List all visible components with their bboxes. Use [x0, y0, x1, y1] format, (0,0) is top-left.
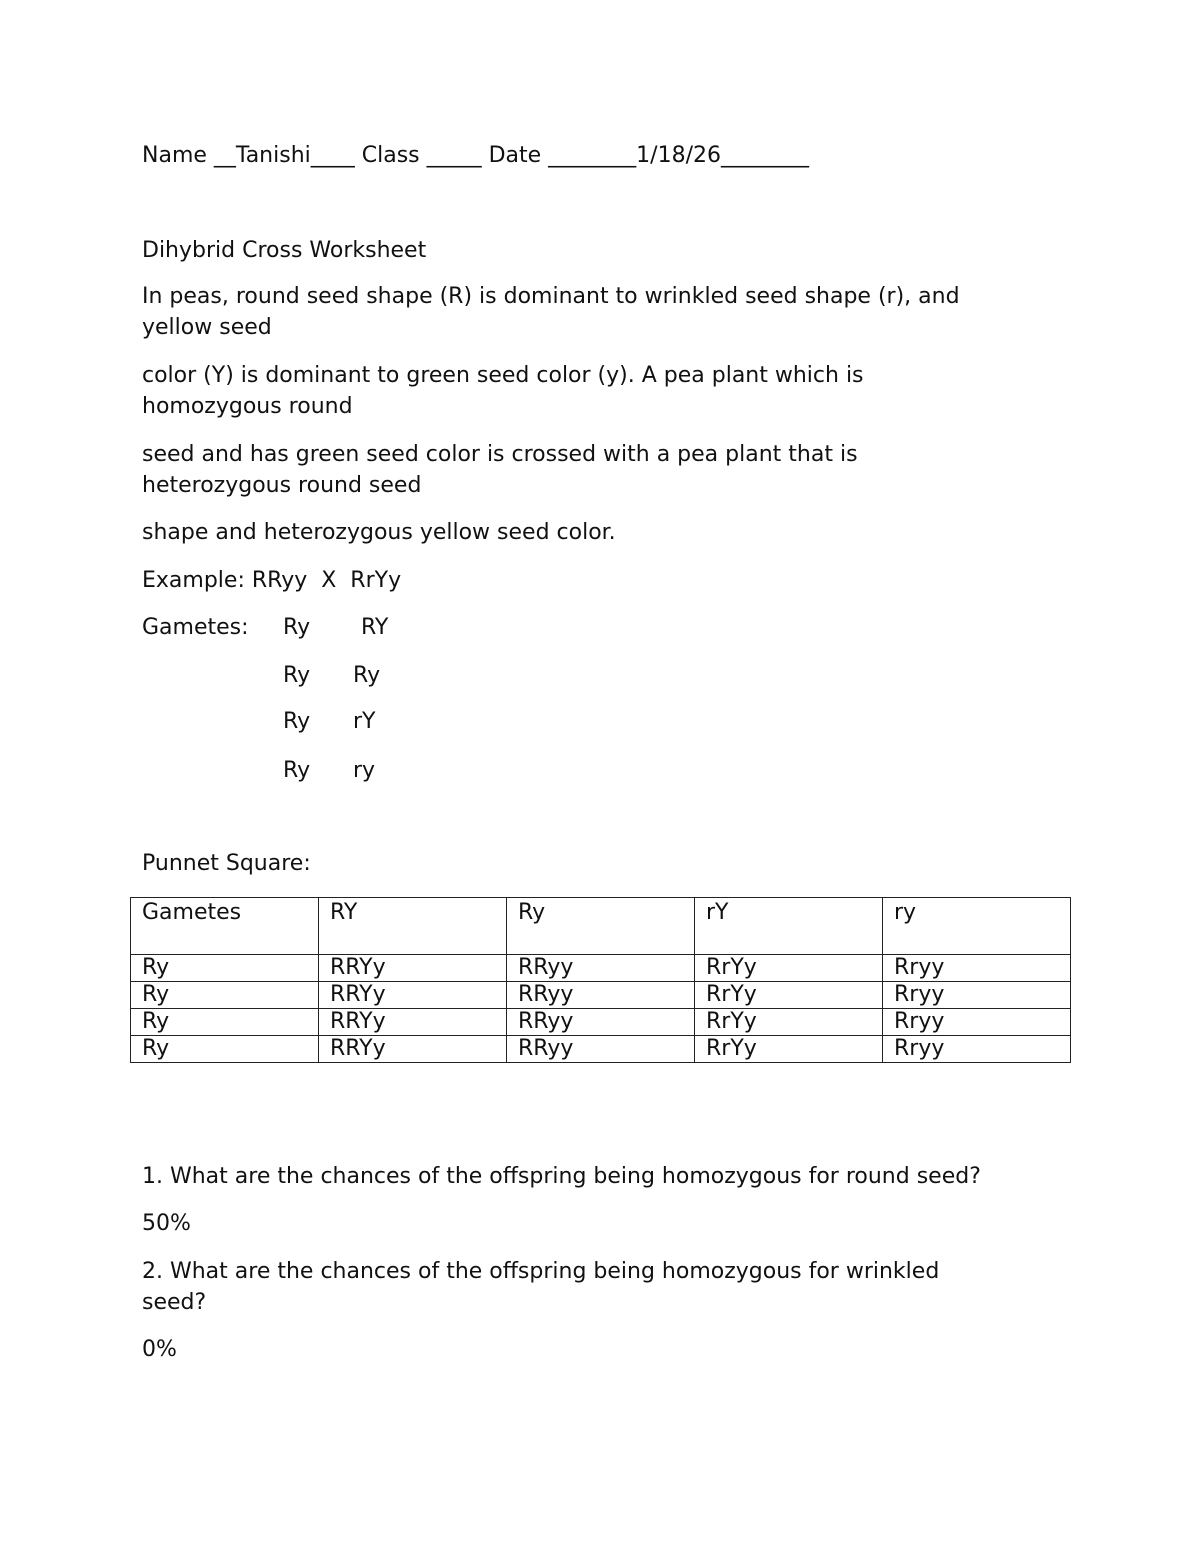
table-cell: RRyy [507, 1036, 695, 1063]
table-cell: Ry [131, 1036, 319, 1063]
gamete-parent1: Ry [283, 709, 311, 734]
example-cross: Example: RRyy X RrYy [142, 568, 402, 593]
table-cell: RRYy [319, 1009, 507, 1036]
table-cell: RrYy [695, 955, 883, 982]
table-cell: RRYy [319, 955, 507, 982]
table-cell: Ry [131, 1009, 319, 1036]
gamete-parent1: Ry [283, 663, 311, 688]
problem-line-6: heterozygous round seed [142, 473, 422, 498]
question-2-line-2: seed? [142, 1290, 207, 1315]
table-cell: Rryy [883, 982, 1071, 1009]
table-header-cell: ry [883, 898, 1071, 955]
table-header-cell: Gametes [131, 898, 319, 955]
punnett-square-label: Punnet Square: [142, 851, 311, 876]
question-2-line-1: 2. What are the chances of the offspring being homozygous for wrinkled [142, 1259, 940, 1284]
gamete-parent2: ry [353, 758, 376, 783]
answer-1: 50% [142, 1211, 191, 1236]
table-row [131, 982, 1071, 1009]
problem-line-3: color (Y) is dominant to green seed color (y). A pea plant which is [142, 363, 864, 388]
table-row [131, 1009, 1071, 1036]
table-cell: RRyy [507, 1009, 695, 1036]
punnett-square-table [130, 897, 1071, 1063]
gamete-parent2: rY [353, 709, 376, 734]
table-header-cell: RY [319, 898, 507, 955]
table-cell: RrYy [695, 1036, 883, 1063]
table-cell: RRYy [319, 1036, 507, 1063]
table-cell: Rryy [883, 955, 1071, 982]
answer-2: 0% [142, 1337, 177, 1362]
problem-line-1: In peas, round seed shape (R) is dominant to wrinkled seed shape (r), and [142, 284, 960, 309]
question-1: 1. What are the chances of the offspring being homozygous for round seed? [142, 1164, 981, 1189]
table-cell: RRyy [507, 955, 695, 982]
gametes-label: Gametes: [142, 615, 249, 640]
table-cell: RRYy [319, 982, 507, 1009]
table-row [131, 1036, 1071, 1063]
worksheet-title: Dihybrid Cross Worksheet [142, 238, 427, 263]
table-cell: RRyy [507, 982, 695, 1009]
table-header-cell: Ry [507, 898, 695, 955]
table-cell: RrYy [695, 1009, 883, 1036]
gamete-parent2: Ry [353, 663, 381, 688]
table-header-cell: rY [695, 898, 883, 955]
gamete-parent2: RY [361, 615, 389, 640]
table-cell: Rryy [883, 1009, 1071, 1036]
problem-line-7: shape and heterozygous yellow seed color. [142, 520, 616, 545]
table-row [131, 955, 1071, 982]
table-cell: Rryy [883, 1036, 1071, 1063]
table-cell: Ry [131, 955, 319, 982]
name-class-date-line: Name __Tanishi____ Class _____ Date ________1/18/26________ [142, 143, 809, 168]
table-cell: RrYy [695, 982, 883, 1009]
problem-line-4: homozygous round [142, 394, 353, 419]
problem-line-5: seed and has green seed color is crossed with a pea plant that is [142, 442, 858, 467]
table-header-row [131, 898, 1071, 955]
problem-line-2: yellow seed [142, 315, 272, 340]
table-cell: Ry [131, 982, 319, 1009]
gamete-parent1: Ry [283, 615, 311, 640]
gamete-parent1: Ry [283, 758, 311, 783]
